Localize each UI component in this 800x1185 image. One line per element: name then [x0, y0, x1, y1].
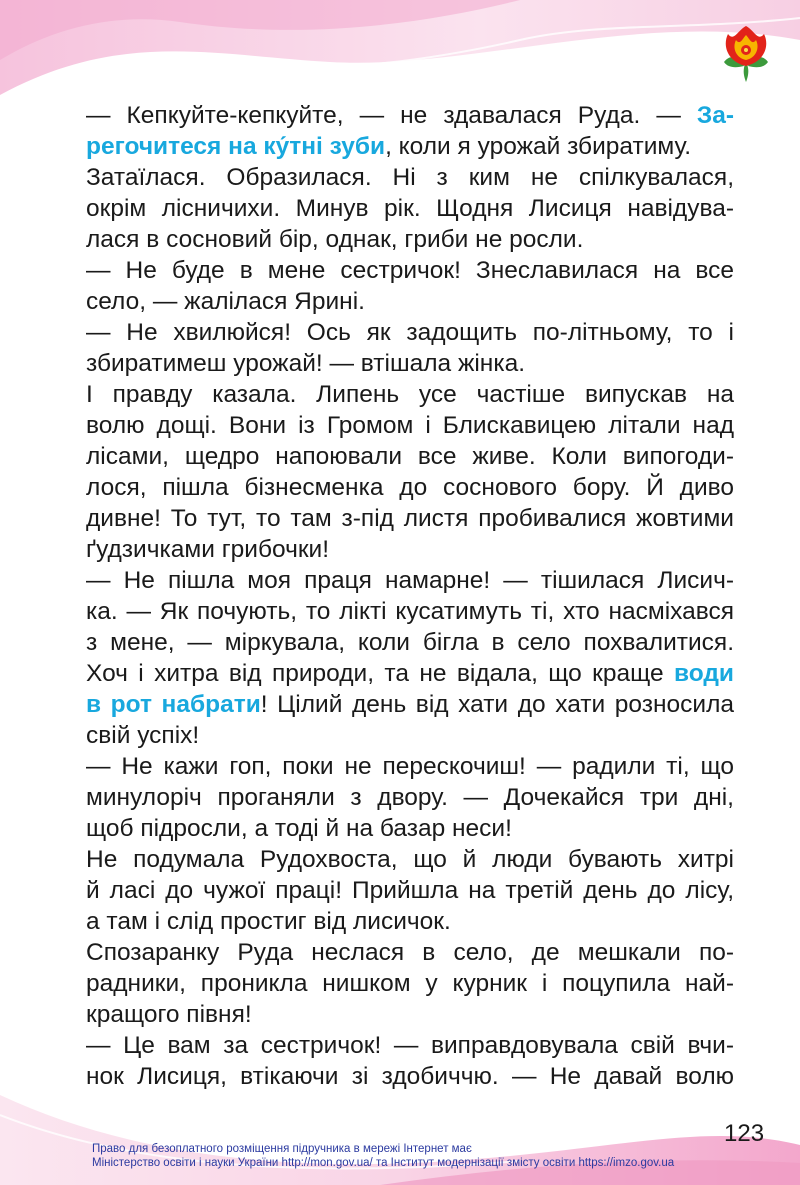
text-line: нок Лисиця, втікаючи зі здобиччю. — Не давай волю — [86, 1063, 734, 1090]
text-line: лося, пішла бізнесменка до соснового бору. Й диво — [86, 474, 734, 501]
paragraph — [86, 162, 734, 255]
idiom-highlight: в рот набрати — [86, 691, 261, 718]
text-line: ка. — Як почують, то лікті кусатимуть ті, хто насміхався — [86, 598, 734, 625]
text-line: свій успіх! — [86, 722, 200, 749]
text-line: село, — жалілася Ярині. — [86, 288, 365, 315]
text-line: щоб підросли, а тоді й на базар неси! — [86, 815, 512, 842]
paragraph — [86, 255, 734, 317]
paragraph — [86, 100, 734, 162]
text-line: окрім лісничихи. Минув рік. Щодня Лисиця навідува- — [86, 195, 734, 222]
text-line: Спозаранку Руда неслася в село, де мешкали по- — [86, 939, 734, 966]
page-number: 123 — [724, 1120, 765, 1147]
text-line: дивне! То тут, то там з-під листя пробивалися жовтими — [86, 505, 734, 532]
text-line: лася в сосновий бір, однак, гриби не росли. — [86, 226, 584, 253]
text-line: — Це вам за сестричок! — виправдовувала свій вчи- — [86, 1032, 734, 1059]
paragraph — [86, 565, 734, 751]
text-line: — Кепкуйте-кепкуйте, — не здавалася Руда. — За- — [86, 102, 734, 129]
text-line: Хоч і хитра від природи, та не відала, що краще води — [86, 660, 734, 687]
text-line: Не подумала Рудохвоста, що й люди бувають хитрі — [86, 846, 734, 873]
text-line: ґудзичками грибочки! — [86, 536, 330, 563]
paragraph — [86, 751, 734, 844]
story-text — [86, 100, 734, 1092]
idiom-highlight: води — [674, 660, 734, 687]
text-line: — Не буде в мене сестричок! Знеславилася на все — [86, 257, 734, 284]
text-line: а там і слід простиг від лисичок. — [86, 908, 451, 935]
footer-line-1: Право для безоплатного розміщення підручника в мережі Інтернет має — [92, 1143, 472, 1155]
license-footer — [92, 1142, 732, 1170]
text-line: — Не хвилюйся! Ось як задощить по-літньому, то і — [86, 319, 734, 346]
text-line: волю дощі. Вони із Громом і Блискавицею літали над — [86, 412, 734, 439]
text-line: І правду казала. Липень усе частіше випускав на — [86, 381, 734, 408]
idiom-highlight: За- — [696, 102, 734, 129]
text-line: лісами, щедро напоювали все живе. Коли випогоди- — [86, 443, 734, 470]
text-line: Затаїлася. Образилася. Ні з ким не спілкувалася, — [86, 164, 734, 191]
text-line: радники, проникла нишком у курник і поцупила най- — [86, 970, 734, 997]
flower-ornament-icon — [716, 22, 776, 86]
text-line: минулоріч проганяли з двору. — Дочекайся три дні, — [86, 784, 734, 811]
idiom-highlight: регочитеся на ку́тні зуби — [86, 133, 386, 160]
text-line: — Не пішла моя праця намарне! — тішилася Лисич- — [86, 567, 734, 594]
paragraph — [86, 844, 734, 937]
paragraph — [86, 379, 734, 565]
text-line: збиратимеш урожай! — втішала жінка. — [86, 350, 526, 377]
paragraph — [86, 317, 734, 379]
footer-line-2: Міністерство освіти і науки України http://mon.gov.ua/ та Інститут модернізації змісту освіти https://imzo.gov.ua — [92, 1157, 675, 1169]
paragraph — [86, 937, 734, 1030]
text-line: й ласі до чужої праці! Прийшла на третій день до лісу, — [86, 877, 734, 904]
text-line: з мене, — міркувала, коли бігла в село похвалитися. — [86, 629, 734, 656]
text-line: кращого півня! — [86, 1001, 252, 1028]
text-line: регочитеся на ку́тні зуби, коли я урожай збиратиму. — [86, 133, 692, 160]
text-line: — Не кажи гоп, поки не перескочиш! — радили ті, що — [86, 753, 734, 780]
text-line: в рот набрати! Цілий день від хати до хати розносила — [86, 691, 735, 718]
